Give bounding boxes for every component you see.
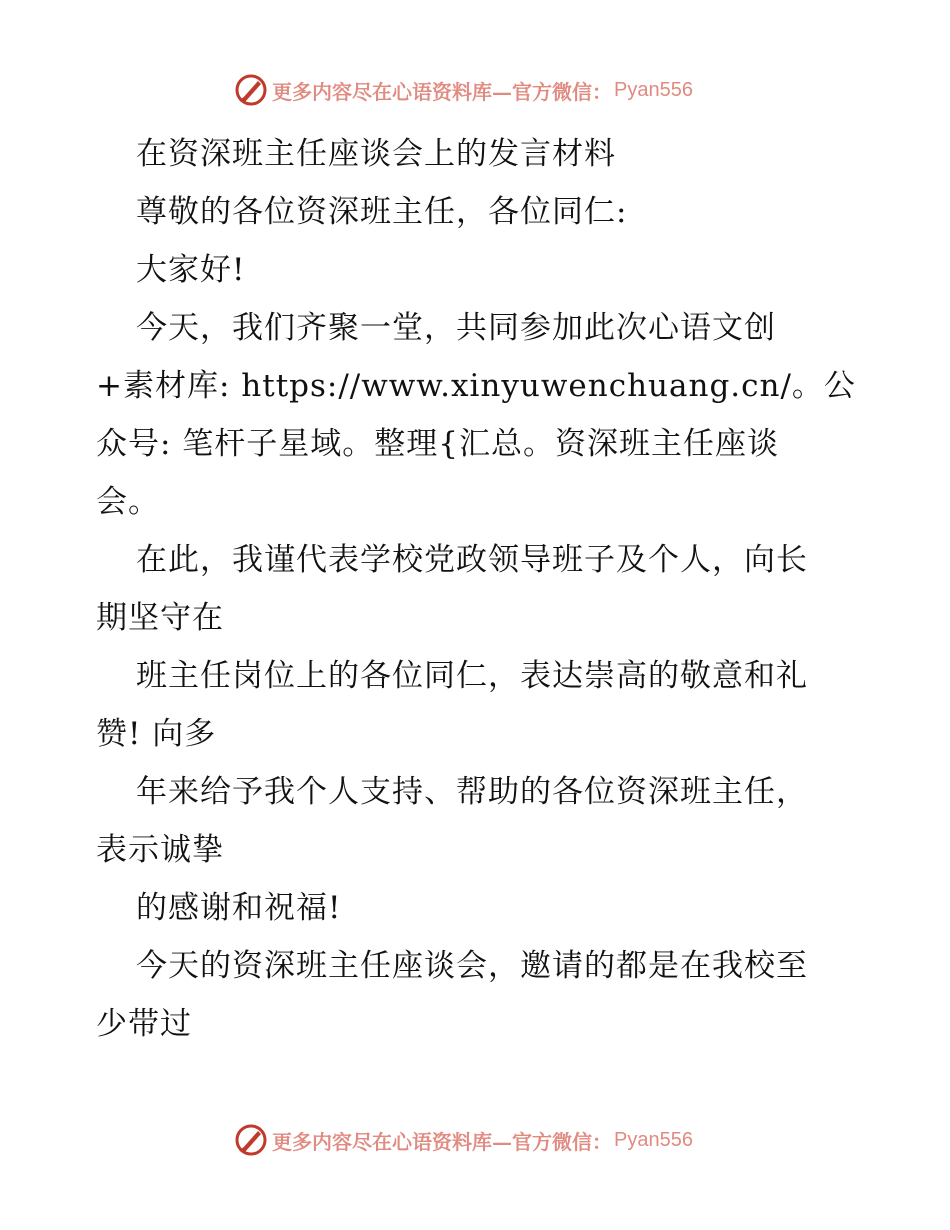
paragraph-line: 众号: 笔杆子星域。整理{汇总。资深班主任座谈 (96, 426, 780, 462)
paragraph-line: 会。 (96, 484, 160, 520)
salutation: 尊敬的各位资深班主任，各位同仁: (136, 194, 628, 230)
document-body (96, 125, 856, 1053)
document-title: 在资深班主任座谈会上的发言材料 (136, 136, 616, 172)
paragraph-line: 今天的资深班主任座谈会，邀请的都是在我校至 (136, 948, 808, 984)
paragraph-line: 今天，我们齐聚一堂，共同参加此次心语文创 (136, 310, 776, 346)
greeting: 大家好! (136, 252, 246, 288)
watermark-wechat-id: Pyan556 (614, 78, 693, 101)
header-watermark (234, 72, 693, 108)
footer-watermark (234, 1122, 693, 1158)
paragraph-line: +素材库: https://www.xinyuwenchuang.cn/。公 (96, 368, 856, 404)
paragraph-line: 表示诚挚 (96, 832, 224, 868)
paragraph-line: 年来给予我个人支持、帮助的各位资深班主任， (136, 774, 808, 810)
watermark-wechat-id: Pyan556 (614, 1128, 693, 1151)
quill-logo-icon (234, 1123, 268, 1157)
paragraph-line: 班主任岗位上的各位同仁，表达崇高的敬意和礼 (136, 658, 808, 694)
watermark-text: 更多内容尽在心语资料库—官方微信： (272, 1129, 612, 1154)
paragraph-line: 少带过 (96, 1006, 192, 1042)
paragraph-line: 期坚守在 (96, 600, 224, 636)
paragraph-line: 在此，我谨代表学校党政领导班子及个人，向长 (136, 542, 808, 578)
watermark-text: 更多内容尽在心语资料库—官方微信： (272, 79, 612, 104)
paragraph-line: 赞! 向多 (96, 716, 217, 752)
quill-logo-icon (234, 73, 268, 107)
paragraph-line: 的感谢和祝福! (136, 890, 342, 926)
